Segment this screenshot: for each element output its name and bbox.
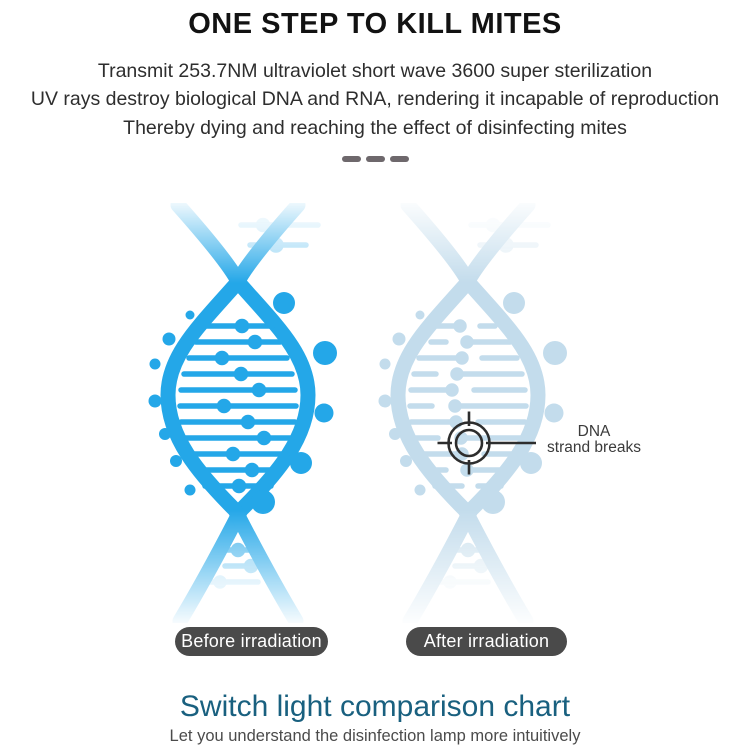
- dash: [390, 156, 409, 162]
- footer-subtitle: Let you understand the disinfection lamp more intuitively: [169, 727, 581, 745]
- dash: [342, 156, 361, 162]
- intro-line-2: UV rays destroy biological DNA and RNA, rendering it incapable of reproduction: [30, 88, 720, 111]
- callout-line-2: strand breaks: [547, 439, 641, 456]
- dna-strand-breaks-label: [536, 424, 652, 456]
- before-irradiation-badge: Before irradiation: [175, 627, 328, 656]
- crosshair-target-icon: [435, 409, 541, 477]
- page-title: ONE STEP TO KILL MITES: [188, 8, 562, 40]
- intro-line-1: Transmit 253.7NM ultraviolet short wave 3600 super sterilization: [97, 60, 653, 82]
- dna-helix-intact-graphic: [138, 203, 338, 623]
- dash: [366, 156, 385, 162]
- intro-text: [0, 57, 750, 142]
- callout-line-1: DNA: [577, 423, 611, 440]
- intro-line-3: Thereby dying and reaching the effect of disinfecting mites: [123, 116, 627, 139]
- dash-divider-icon: [0, 156, 750, 162]
- after-irradiation-badge: After irradiation: [406, 627, 567, 656]
- footer-title: Switch light comparison chart: [179, 690, 571, 723]
